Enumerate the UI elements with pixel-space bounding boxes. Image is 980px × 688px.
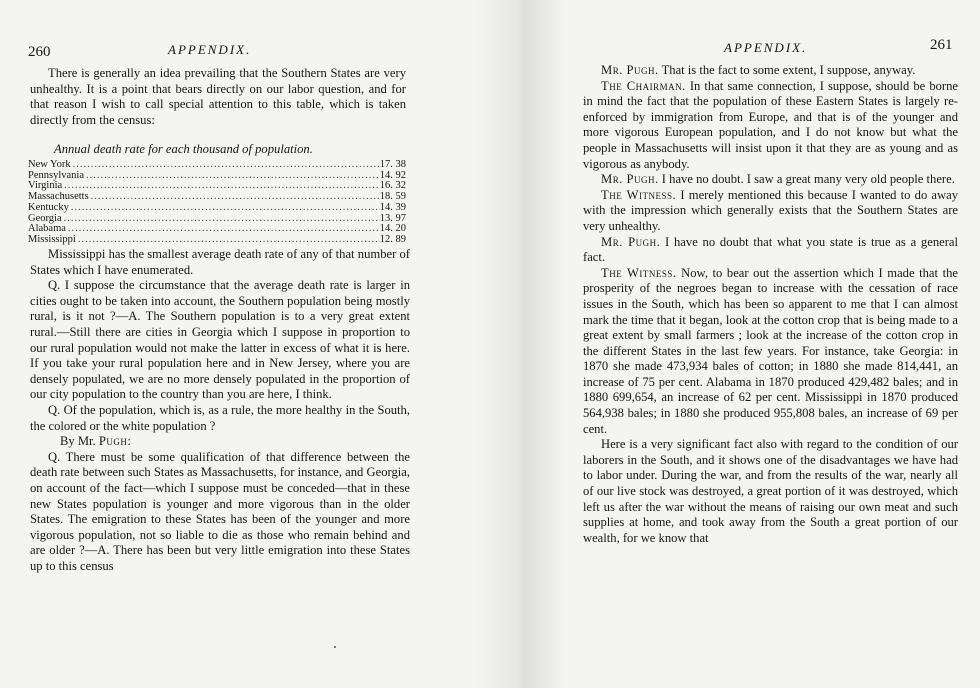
page-speck — [334, 646, 336, 648]
speaker-name: The Chairman. — [601, 78, 686, 93]
leader-dots — [84, 171, 380, 182]
intro-paragraph — [30, 66, 406, 128]
death-rate-value: 14. 92 — [379, 169, 406, 181]
paragraph: Mississippi has the smallest average death rate of any of that number of States which I have enumerated. — [30, 247, 410, 277]
leader-dots — [66, 224, 380, 235]
by-mr-suffix: : — [127, 434, 131, 449]
dialogue-text: Here is a very significant fact also with regard to the condition of our laborers in the South, and it shows one of the disadvantages we have had to labor under. During the war, and from the results of the war, nearly all of our live stock was destroyed, a great portion of it was destroyed, which left us after the war without the means of raising our own meat and such supplies at home, and took away from the South a great portion of our wealth, for we know that — [583, 437, 958, 545]
state-name: Virginia — [28, 180, 63, 192]
dialogue-text: Now, to bear out the assertion which I made that the prosperity of the negroes began to increase with the cessation of race issues in the South, which has been so apparent to me that I can almost mark the time that it began, look at the cotton crop that is being made to a great extent by small farmers ; look at the increase of the cotton crop in the different States in the last few years. For instance, take Georgia: in 1870 she made 473,934 bales of cotton; in 1880 she made 814,441, an increase of 75 per cent. Alabama in 1870 produced 429,482 bales; and in 1880 699,654, an increase of 62 per cent. Mississippi in 1870 produced 564,938 bales; in 1880 she produced 955,808 bales, an increase of 69 per cent. — [583, 265, 958, 436]
table-row — [28, 160, 406, 171]
table-row — [28, 214, 406, 225]
death-rate-value: 12. 89 — [379, 233, 406, 245]
death-rate-value: 13. 97 — [379, 212, 406, 224]
left-body-text — [30, 247, 410, 574]
dialogue-paragraph — [583, 266, 958, 438]
dialogue-paragraph — [583, 437, 958, 546]
page-number-left: 260 — [28, 44, 51, 60]
intro-text: There is generally an idea prevailing that the Southern States are very unhealthy. It is a point that bears directly on our labor question, and for that reason I wish to call special attention to this table, which is taken directly from the census: — [30, 66, 406, 127]
death-rate-value: 16. 32 — [379, 180, 406, 192]
state-name: Pennsylvania — [28, 169, 84, 181]
death-rate-value: 17. 38 — [379, 159, 406, 170]
death-rate-value: 18. 59 — [379, 191, 406, 203]
leader-dots — [76, 235, 380, 246]
speaker-name: Mr. Pugh. — [601, 63, 659, 77]
running-head-left: APPENDIX. — [168, 42, 252, 57]
dialogue-paragraph — [583, 235, 958, 266]
speaker-name: Mr. Pugh. — [601, 172, 659, 187]
dialogue-text: In that same connection, I suppose, should be borne in mind the fact that the population of these Eastern States is largely re-enforced by immigration from Europe, and that is of the younger and more vigorous European population, and I do not know but what the people in Massachusetts will insist upon it that they are as young and as vigorous as anybody. — [583, 78, 958, 171]
state-name: Alabama — [28, 223, 66, 235]
dialogue-paragraph — [583, 188, 958, 235]
paragraph: Q. Of the population, which is, as a rule, the more healthy in the South, the colored or the white population ? — [30, 402, 410, 433]
speaker-name: The Witness. — [601, 265, 677, 280]
leader-dots — [89, 192, 380, 203]
dialogue-text: I have no doubt. I saw a great many very old people there. — [658, 172, 955, 187]
dialogue-paragraph — [583, 172, 958, 188]
by-mr-prefix: By Mr. — [60, 434, 99, 449]
death-rate-value: 14. 20 — [379, 223, 406, 235]
table-row — [28, 224, 406, 235]
dialogue-text: I merely mentioned this because I wanted to do away with the impression which generally exists that the Southern States are very unhealthy. — [583, 187, 959, 233]
state-name: New York — [28, 159, 71, 170]
page-number-right: 261 — [930, 37, 953, 53]
death-rate-table — [28, 160, 406, 246]
table-title: Annual death rate for each thousand of population. — [54, 142, 313, 156]
leader-dots — [71, 160, 380, 171]
dialogue-paragraph — [583, 63, 958, 79]
right-body-text — [583, 63, 958, 546]
speaker-name: The Witness. — [601, 187, 677, 202]
table-row — [28, 203, 406, 214]
state-name: Mississippi — [28, 233, 76, 245]
table-row — [28, 235, 406, 246]
death-rate-value: 14. 39 — [379, 201, 406, 213]
state-name: Massachusetts — [28, 191, 89, 203]
paragraph: Q. I suppose the circumstance that the average death rate is larger in cities ought to be taken into account, the Southern population being mostly rural, is it not ?—A. The Southern population is to a very great extent rural.—Still there are cities in Georgia which I suppose in proportion to our rural population would not make the latter in excess of what it is here. If you take your rural population here and in New Jersey, where you are densely populated, we are no more densely populated in the proportion of our city population to the country than you are here, I think. — [30, 278, 410, 402]
leader-dots — [62, 181, 380, 192]
table-row — [28, 171, 406, 182]
dialogue-text: I have no doubt that what you state is true as a general fact. — [583, 234, 958, 265]
leader-dots — [62, 214, 380, 225]
by-mr-name: Pugh — [98, 434, 128, 449]
by-mr-line — [30, 434, 410, 450]
dialogue-paragraph — [583, 79, 958, 173]
right-page — [490, 0, 980, 688]
state-name: Georgia — [28, 212, 62, 224]
leader-dots — [69, 203, 380, 214]
table-row — [28, 192, 406, 203]
speaker-name: Mr. Pugh. — [601, 234, 661, 249]
state-name: Kentucky — [28, 201, 69, 213]
paragraph: Q. There must be some qualification of that difference between the death rate between such States as Massachusetts, for instance, and Georgia, on account of the fact—which I suppose must be conceded—that in these new States population is younger and more vigorous than in the older States. The emigration to these States has been of the younger and more vigorous population, not so liable to die as those who remain behind and are older ?—A. There has been but very little emigration into these States up to this census — [30, 449, 410, 573]
dialogue-text: That is the fact to some extent, I suppose, anyway. — [658, 63, 916, 77]
running-head-right: APPENDIX. — [724, 40, 808, 55]
